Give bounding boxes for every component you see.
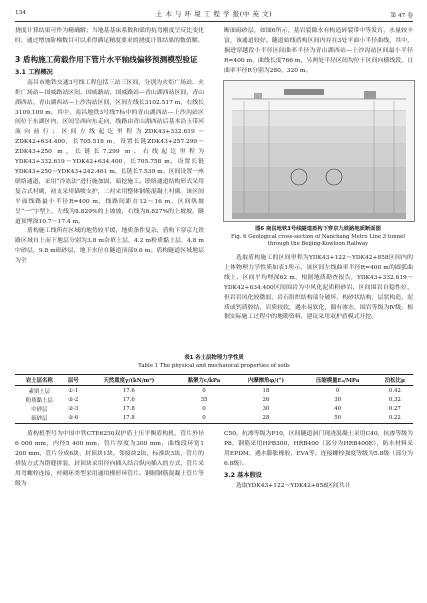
- table-cell: 50: [299, 414, 377, 424]
- table-cell: 0.22: [377, 414, 413, 424]
- table-cell: 0.42: [388, 387, 401, 394]
- table-cell: ①-1: [68, 387, 79, 394]
- cross-section-drawing: [224, 81, 414, 221]
- table-cell: 30: [334, 396, 342, 403]
- subsection-title-basic-assumptions: 3.2 基本假设: [224, 471, 262, 479]
- soil-properties-table: [15, 374, 413, 424]
- table-cell: 17.6: [122, 387, 135, 394]
- table-cell: 0: [175, 414, 234, 424]
- table-cell: ②-6: [64, 414, 83, 424]
- table-header: 天然重度γ/(kN/m³): [83, 375, 175, 386]
- right-column-top: [224, 27, 413, 77]
- table-cell: 0: [335, 387, 340, 394]
- table-cell: 中砂层: [31, 406, 48, 413]
- figure-caption-en: Fig. 6 Geological cross-section of Nanchang Metro Line 3 tunnel through the Beijing-Kowloon Railway: [231, 233, 405, 248]
- table-header: 泊松比μ: [377, 375, 413, 386]
- figure-caption: [220, 226, 416, 249]
- bottom-left-column: [15, 430, 204, 489]
- table-header: 内摩擦角φ/(°): [233, 375, 298, 386]
- table-header-row: [15, 375, 413, 386]
- table-header: 层号: [64, 375, 83, 386]
- table-cell: 砾砂层: [15, 414, 64, 424]
- journal-title: 土 木 与 环 境 工 程 学 报(中 英 文): [155, 10, 273, 18]
- table-cell: 26: [262, 396, 270, 403]
- table-row: [15, 404, 413, 413]
- table-cell: 素填土层: [28, 388, 51, 395]
- table-cell: 30: [262, 405, 270, 412]
- table-row: [15, 386, 413, 396]
- table-cell: 0.27: [388, 405, 401, 412]
- table-header: 岩土层名称: [15, 375, 64, 386]
- table-row: [15, 414, 413, 424]
- table-cell: 17.8: [83, 414, 175, 424]
- table-cell: 40: [334, 405, 342, 412]
- shield-machine-paragraph: 盾构机型号为中国中铁CTE6250双护盾土压平衡盾构机，管片外径6 000 mm，内径5 400 mm，管片厚度为300 mm，曲线段环宽1 200 mm，管片分成6块，封顶块1块、邻接块2块、标准块3块，管片的拼装方式为错缝拼装，封顶块采用径向插入结合纵向插入的方式，管片采用弯螺栓连接，衬砌环类型采用通用楔形环管片。钢制钢筋混凝土管片等级为: [15, 431, 204, 487]
- volume-label: 第 47 卷: [390, 13, 413, 19]
- intro-paragraph: 挠度计算结果可作为精确解；当地基基床系数和梁的抗弯刚度呈反比变化时，通过增加阶梯数目可以求得满足精度要求的挠度计算结果的数值解。: [15, 28, 204, 44]
- assumption-paragraph: 选取YDK43+122～YDK42+858区间共计: [236, 482, 351, 489]
- subsection-title: 3.1 工程概况: [15, 68, 53, 76]
- page-number: 134: [15, 10, 27, 16]
- table-cell: 17.8: [122, 405, 135, 412]
- section-title: 3 盾构施工荷载作用下管片水平轴线偏移预测模型验证: [15, 54, 198, 64]
- geology-paragraph: 盾构施工线所在区域的地势较平缓，地质条件复杂，盾构下穿京九铁路区域自上而下地层分别为3.8 m杂填土层，4.2 m粉质黏土层，4.8 m中砂层，9.8 m砾砂层，地下水位在隧道顶部9.6 m。盾构隧道区域地层为全: [15, 228, 204, 265]
- table-cell: 0: [202, 405, 206, 412]
- section-selection-paragraph: 选取盾构施工的区间里程为YDK43+122～YDK42+858区间内的上体物理力学性质如表1所示，该区间左线曲率半径R=400 m的圆弧曲线上，区间平均埋深62 m，根据地质勘查报告，YDK43+332.619～YDK42+634.400区间围岩为中风化泥质粉砂岩，区间围岩自稳性好，但岩岩风化较微弱，岩石组织结构部分破坏，构砂状结构，层状构造，泥质或钙质胶结，岩质较软，遇水易软化，偶有渗水，围岩等级为Ⅳ级。根据实际施工过程中的地勘资料，建议采用双护盾模式开挖。: [224, 255, 413, 321]
- project-paragraph: 南昌市地铁交通3号线工程包括三站三区间，分别为火炬广场站、火炬广场站—国威路站区间、国威路站、国威路站—青山湖西站区间、青山湖西站、青山湖西站—上沙沟站区间，区间左线长3102.517 m，右线长3109.109 m。其中，南昌地铁3号线7标中的青山湖西站—上沙沟站区间位于东湖区内，区间呈西向东走向，线路由青山湖西站后基本沿玉带河流向前行；区间左线起讫里程为ZDK43+332.619～ZDK42+634.400，长705.518 m，设置长链ZDK43+257.299～ZDK43+250 m，长链长7.299 m。右线起讫里程为YDK43+332.619～YDK42+634.400，长705.758 m，设置长链YDK43+250～YDK43+242.461 m，长链长7.539 m。区间设置一座联络通道，采用“冷冻法”进行施加固，暗挖施工。联络通道结构形式采用复合式衬砌，初支采用锚喷支护，二衬采用整体钢筋混凝土衬砌。该区间平面线路最小半径R=400 m，线路间距在12～16 m，区间纵坡呈“一”字型上，左线为8.829%的上坡坡，右线为8.827%的上坡坡，隧道顶埋深10.7～17.4 m。: [15, 79, 204, 225]
- bottom-right-column: [224, 430, 413, 492]
- table-cell: 0.32: [388, 396, 401, 403]
- table-caption-en: Table 1 The physical and mechanical properties of soils: [138, 362, 290, 369]
- table-cell: 35: [200, 396, 208, 403]
- materials-paragraph: C50，抗渗等级为P10，区间隧道洞门现浇混凝土采用C40，抗渗等级为P8，钢筋采用HPB300、HRB400（部分为HRB400E），防水材料采用EPDM，遇水膨胀橡胶，EVA等。连接螺栓强度等级为5.8级（部分为6.8级）。: [224, 431, 413, 467]
- table-caption-cn: 表1 各土层物理力学性质: [184, 355, 244, 361]
- table-header: 压缩模量E₀/MPa: [299, 375, 377, 386]
- geology-continued-paragraph: 断面砾砂层，如图6所示，基岩裂隙水有构造碎裂带中等发育，水量较丰富，该通道较好。隧道始线盾构区间内存在3处平面小半径曲线，其中，掘进穿越段小半径区间曲率半径为青山湖西站—上沙沟站区间最小半径R=400 m，曲线长度766 m，另两处半径区间均位于区间向横线段，且曲率半径R分别为280，320 m。: [224, 28, 413, 74]
- table-row: [15, 395, 413, 404]
- running-header: [15, 8, 413, 22]
- table-cell: 28: [233, 414, 298, 424]
- figure-caption-cn: 图6 南昌地铁3号线隧道盾构下穿京九铁路地质断面图: [255, 226, 381, 232]
- table-cell: 18: [262, 387, 270, 394]
- table-header: 黏聚力c/kPa: [175, 375, 234, 386]
- table-cell: 粉质黏土层: [25, 397, 53, 404]
- table-caption: [15, 355, 413, 370]
- table-cell: ②-2: [68, 396, 79, 403]
- left-column: [15, 27, 204, 267]
- right-column-mid: [224, 254, 413, 323]
- table-cell: 17.6: [122, 396, 135, 403]
- table-cell: 0: [202, 387, 206, 394]
- geological-section-figure: [223, 80, 415, 222]
- table-cell: ②-3: [68, 405, 79, 412]
